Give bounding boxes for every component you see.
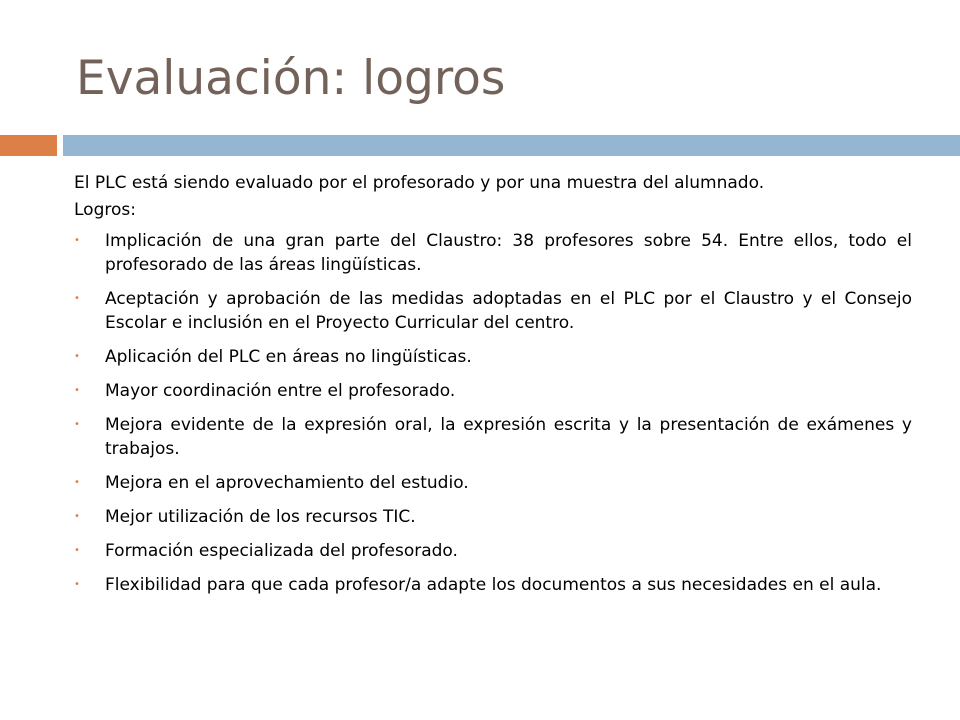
list-item <box>74 505 912 529</box>
list-item-text: Mejora evidente de la expresión oral, la expresión escrita y la presentación de exámenes y trabajos. <box>105 415 912 459</box>
bullet-icon: • <box>74 351 80 362</box>
bullet-icon: • <box>74 545 80 556</box>
list-item-text: Flexibilidad para que cada profesor/a adapte los documentos a sus necesidades en el aula. <box>105 575 882 595</box>
list-item <box>74 413 912 461</box>
slide-title: Evaluación: logros <box>76 51 506 106</box>
list-item-text: Mejora en el aprovechamiento del estudio. <box>105 473 469 493</box>
title-underline-bar <box>63 135 960 156</box>
title-accent-bar <box>0 135 57 156</box>
list-item-text: Formación especializada del profesorado. <box>105 541 458 561</box>
list-item <box>74 345 912 369</box>
list-item <box>74 379 912 403</box>
list-item-text: Aceptación y aprobación de las medidas adoptadas en el PLC por el Claustro y el Consejo Escolar e inclusión en el Proyecto Curricular del centro. <box>105 289 912 333</box>
bullet-icon: • <box>74 511 80 522</box>
list-item <box>74 229 912 277</box>
bullet-icon: • <box>74 419 80 430</box>
bullet-icon: • <box>74 477 80 488</box>
list-item-text: Aplicación del PLC en áreas no lingüísticas. <box>105 347 472 367</box>
bullet-icon: • <box>74 579 80 590</box>
list-item <box>74 287 912 335</box>
bullet-icon: • <box>74 235 80 246</box>
list-item-text: Implicación de una gran parte del Claustro: 38 profesores sobre 54. Entre ellos, todo el profesorado de las áreas lingüísticas. <box>105 231 912 275</box>
bullet-icon: • <box>74 385 80 396</box>
list-item-text: Mayor coordinación entre el profesorado. <box>105 381 456 401</box>
achievement-list <box>74 229 912 597</box>
list-item <box>74 573 912 597</box>
slide-body <box>74 171 912 607</box>
intro-text: El PLC está siendo evaluado por el profesorado y por una muestra del alumnado. <box>74 173 765 193</box>
list-item <box>74 539 912 563</box>
list-item <box>74 471 912 495</box>
list-item-text: Mejor utilización de los recursos TIC. <box>105 507 416 527</box>
bullet-icon: • <box>74 293 80 304</box>
subheading: Logros: <box>74 200 136 220</box>
